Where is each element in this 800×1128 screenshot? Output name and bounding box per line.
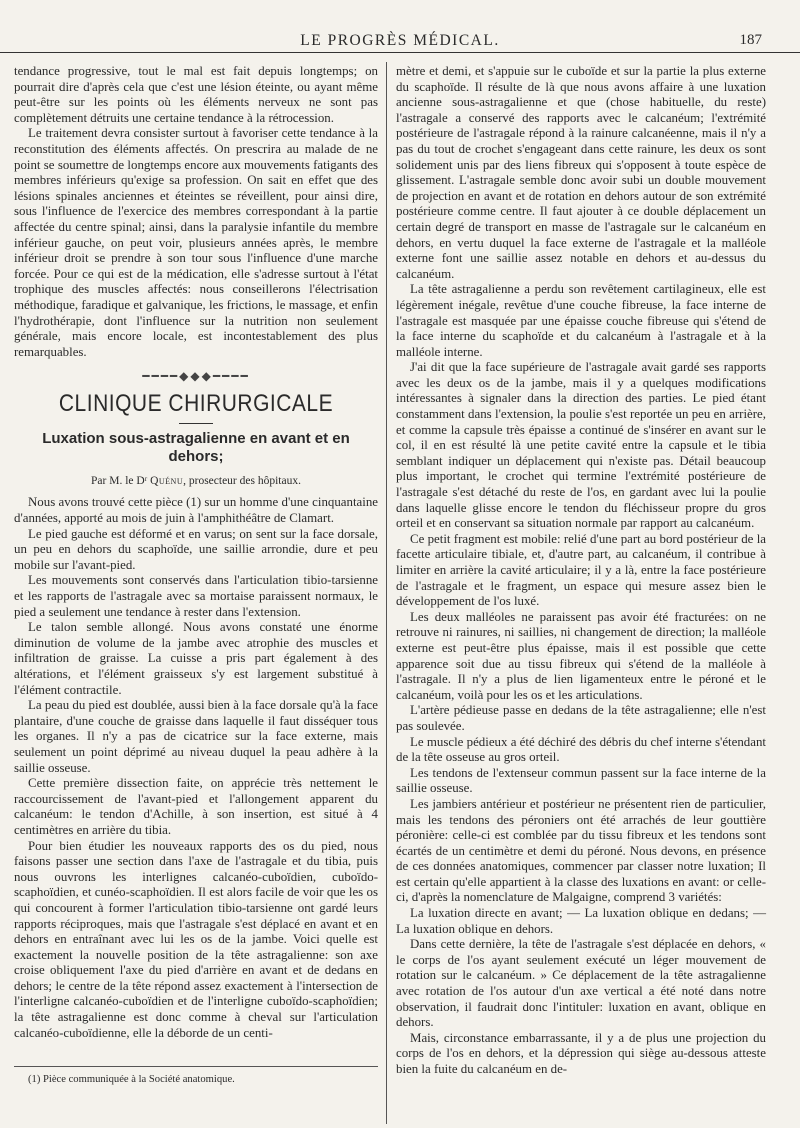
paragraph: J'ai dit que la face supérieure de l'astragale avait gardé ses rapports avec les deux os de la jambe, mais il y a quelques modifications intéressantes à signaler dans la direction des parties. Le pied étant constamment dans l'extension, la poulie s'est reportée un peu en arrière, et comme la capsule très épaisse a continué de s'insérer en avant sur le col, il en est résulté là une petite cavité entre la capsule et le tibia semblant indiquer un déplacement qui n'existe pas. Détail beaucoup plus important, le crochet qui termine l'extrémité postérieure de l'astragale s'est détaché du reste de l'os, en gardant avec lui la poulie dans laquelle glisse encore le tendon du fléchisseur propre du gros orteil et en conservant sa situation normale par rapport au calcanéum. (396, 360, 766, 531)
paragraph: Cette première dissection faite, on apprécie très nettement le raccourcissement de l'avant-pied et l'allongement apparent du calcanéum: le tendon d'Achille, à son insertion, est situé à 4 centimètres en arrière du tibia. (14, 776, 378, 837)
ornament-rule: ━━━━◆◆◆━━━━ (142, 369, 250, 384)
paragraph: Le pied gauche est déformé et en varus; on sent sur la face dorsale, un peu en dehors du scaphoïde, une saillie arrondie, dure et peu mobile sur l'avant-pied. (14, 526, 378, 572)
right-column (396, 64, 766, 1078)
paragraph: Ce petit fragment est mobile: relié d'une part au bord postérieur de la facette articulaire tibiale, et, d'autre part, au calcanéum, il contribue à limiter en arrière la cavité articulaire; il y a là, entre la face postérieure de l'astragale et le fragment, un espace qui mesure assez bien le développement de l'os luxé. (396, 531, 766, 609)
footnote: (1) Pièce communiquée à la Société anatomique. (28, 1074, 235, 1085)
paragraph: L'artère pédieuse passe en dedans de la tête astragalienne; elle n'est pas soulevée. (396, 703, 766, 733)
paragraph: tendance progressive, tout le mal est fait depuis longtemps; on pourrait dire d'après cela que c'est une lésion éteinte, ou ayant même peut-être sur les points où les éléments nerveux ne sont pas complètement détruits une certaine tendance à la rétrocession. (14, 64, 378, 125)
section-title: CLINIQUE CHIRURGICALE (58, 390, 334, 417)
paragraph: Le muscle pédieux a été déchiré des débris du chef interne s'étendant de la tête osseuse au gros orteil. (396, 734, 766, 765)
article-title: Luxation sous-astragalienne en avant et en dehors; (42, 429, 350, 465)
paragraph: La tête astragalienne a perdu son revêtement cartilagineux, elle est légèrement inégale, revêtue d'une couche fibreuse, la face interne de l'astragale est masquée par une épaisse couche fibreuse qui s'étend de la face interne du scaphoïde et du calcanéum à l'astragale et à la malléole interne. (396, 282, 766, 359)
paragraph: Les mouvements sont conservés dans l'articulation tibio-tarsienne et les rapports de l'astragale avec sa mortaise paraissent normaux, le pied a seulement une tendance à rester dans l'extension. (14, 573, 378, 619)
paragraph: Le talon semble allongé. Nous avons constaté une énorme diminution de volume de la jambe avec atrophie des muscles et infiltration de graisse. La cuisse a pris part également à des altérations, et l'élément graisseux s'y est largement substitué à l'élément contractile. (14, 620, 378, 697)
byline-author: Quénu (150, 474, 184, 487)
column-divider (386, 62, 387, 1124)
byline-prefix: Par M. le Dʳ (91, 474, 148, 487)
paragraph: La luxation directe en avant; — La luxation oblique en dedans; — La luxation oblique en dehors. (396, 906, 766, 936)
journal-title: LE PROGRÈS MÉDICAL. (300, 32, 500, 49)
left-column (14, 64, 378, 1041)
paragraph: Mais, circonstance embarrassante, il y a de plus une projection du corps de l'os en dehors, et la dépression qui siège au-dessous atteste bien la fuite du calcanéum en de- (396, 1030, 766, 1076)
running-header (0, 32, 800, 52)
paragraph: La peau du pied est doublée, aussi bien à la face dorsale qu'à la face plantaire, d'une couche de graisse dans laquelle il faut disséquer tous les organes. Il n'y a pas de cicatrice sur la face externe, mais seulement un point déprimé au niveau duquel la peau adhère à la saillie osseuse. (14, 698, 378, 775)
paragraph: Nous avons trouvé cette pièce (1) sur un homme d'une cinquantaine d'années, apporté au mois de juin à l'amphithéâtre de Clamart. (14, 495, 378, 526)
paragraph: Le traitement devra consister surtout à favoriser cette tendance à la reconstitution des éléments affectés. On prescrira au malade de ne point se soumettre de longtemps encore aux mouvements fatigants des membres inférieurs qu'exige sa profession. On sait en effet que des lésions spinales anciennes et éteintes se réveillent, pour ainsi dire, sous l'influence de l'exercice des membres correspondant à la partie affectée du centre spinal; ainsi, dans la paralysie infantile du membre inférieur gauche, on peut voir, plusieurs années après, le membre inférieur droit se prendre à son tour sous l'influence d'une marche forcée. Pour ce qui est de la médication, elle s'adresse surtout à l'état trophique des muscles affectés: nous conseillerons l'électrisation méthodique, faradique et galvanique, les frictions, le massage, et enfin l'hydrothérapie, dont l'influence sur la nutrition non seulement générale, mais encore locale, est incontestablement des plus remarquables. (14, 126, 378, 359)
paragraph: Dans cette dernière, la tête de l'astragale s'est déplacée en dehors, « le corps de l'os ayant seulement exécuté un léger mouvement de rotation sur le calcanéum. » Ce déplacement de la tête astragalienne avec rotation de l'os autour d'un axe vertical a été noté dans notre observation, il faudrait donc l'intituler: luxation en avant, oblique en dehors. (396, 937, 766, 1030)
paragraph: Les jambiers antérieur et postérieur ne présentent rien de particulier, mais les tendons des péroniers ont été arrachés de leur gouttière péronière: celle-ci est comblée par du tissu fibreux et les tendons sont écartés de un centimètre et demi du péroné. Nous devons, en présence de ces données anatomiques, commencer par classer notre luxation; Il est certain qu'elle appartient à la classe des luxations en avant: or celle-ci, d'après la nomenclature de Malgaigne, comprend 3 variétés: (396, 796, 766, 905)
paragraph: Les deux malléoles ne paraissent pas avoir été fracturées: on ne retrouve ni rainures, ni saillies, ni changement de direction; la malléole externe est peut-être plus épaisse, mais il est possible que cette apparence soit due au tissu fibreux qui s'étend de la malléole à l'astragale. Il n'y a plus de lien ligamenteux entre le péroné et le calcanéum, voilà pour les os et les articulations. (396, 609, 766, 702)
byline-suffix: , prosecteur des hôpitaux. (183, 474, 301, 487)
footnote-rule (14, 1066, 378, 1067)
byline (14, 474, 378, 490)
paragraph: mètre et demi, et s'appuie sur le cuboïde et sur la partie la plus externe du scaphoïde. Il résulte de là que nous avons affaire à une luxation ancienne sous-astragalienne et que (chose habituelle, du reste) l'astragale a conservé des rapports avec le calcanéum; l'extrémité postérieure de l'astragale répond à la rainure calcanéenne, mais il n'y a pas du tout de crochet s'engageant dans cette rainure, les deux os sont solidement unis par des liens fibreux qui s'opposent à toute espèce de glissement. L'astragale semble donc avoir subi un double mouvement de projection en avant et de rotation en dehors autour de son extrémité postérieure comme centre. Il faut ajouter à ce double déplacement un certain degré de transport en masse de l'astragale sur le calcanéum en dehors, en vertu duquel la face externe de l'astragale et la malléole externe font une saillie assez notable en dehors et au-dessus du calcanéum. (396, 64, 766, 281)
paragraph: Pour bien étudier les nouveaux rapports des os du pied, nous faisons passer une section dans l'axe de l'astragale et du tibia, puis nous ouvrons les interlignes calcanéo-cuboïdien, cuboïdo-scaphoïdien, et cunéo-scaphoïdien. Il est alors facile de voir que les os qui concourent à former l'articulation tibio-tarsienne ont gardé leurs rapports réciproques, mais que l'astragale s'est déplacé en avant et en dehors en entraînant avec lui les os de la jambe. Voici quelle est exactement la nouvelle position de la tête astragalienne: son axe croise obliquement l'axe du pied d'arrière en avant et de dedans en dehors; le centre de la tête répond assez exactement à l'intersection de l'interligne calcanéo-cuboïdien et de l'interligne cuboïdo-scaphoïdien; la tête astragalienne est donc comme à cheval sur l'articulation calcanéo-cuboïdienne, elle la déborde de un centi- (14, 838, 378, 1040)
paragraph: Les tendons de l'extenseur commun passent sur la face interne de la saillie osseuse. (396, 765, 766, 796)
short-rule (179, 423, 213, 424)
page-number: 187 (739, 32, 762, 48)
header-rule (0, 52, 800, 53)
